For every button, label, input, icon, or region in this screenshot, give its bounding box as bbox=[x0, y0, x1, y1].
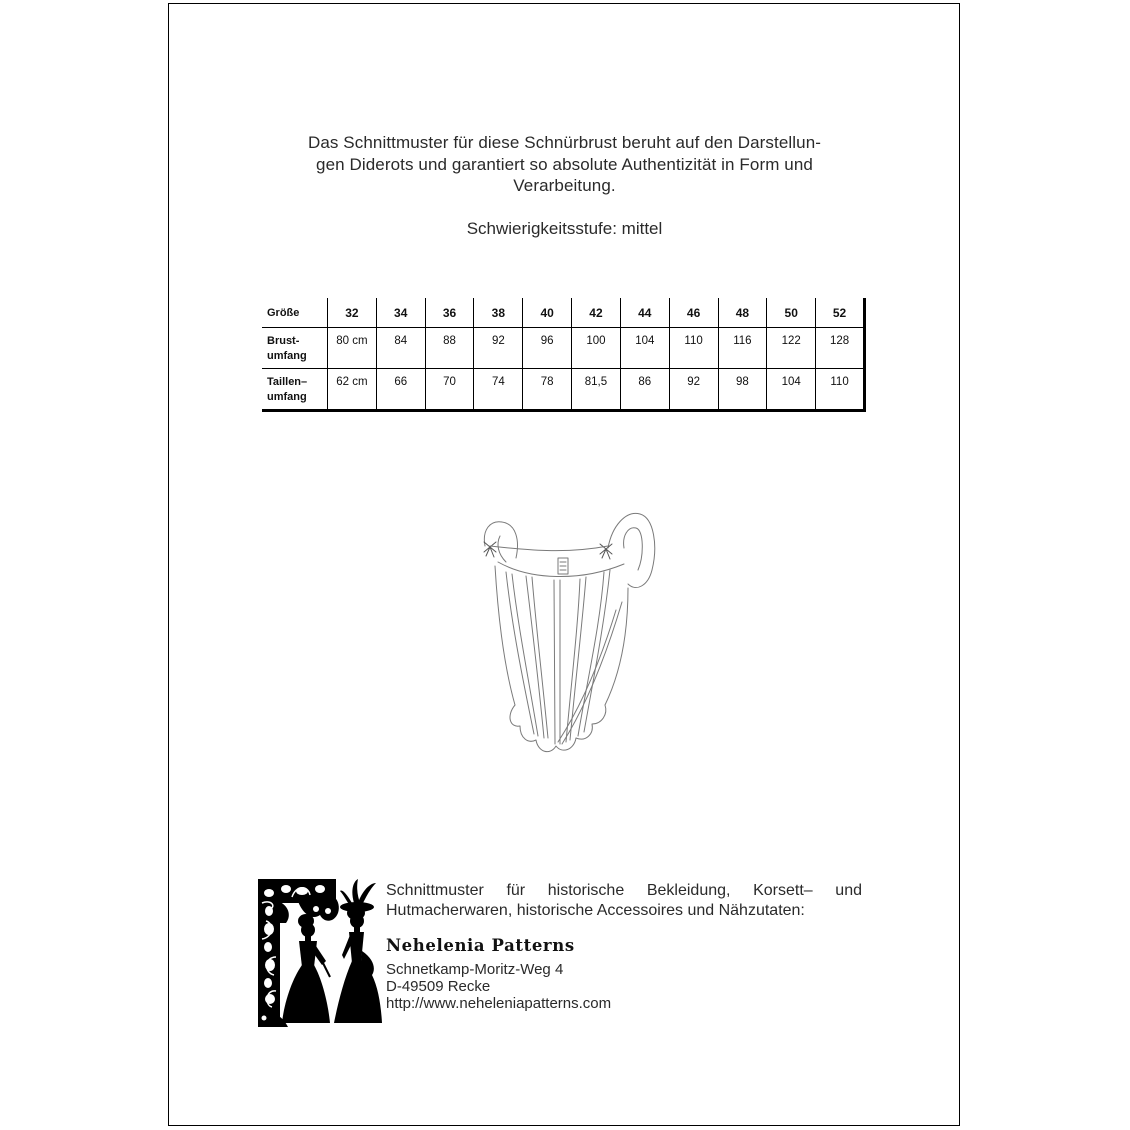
website-url: http://www.neheleniapatterns.com bbox=[386, 995, 612, 1012]
measurement-value: 96 bbox=[523, 328, 572, 369]
corset-drawing bbox=[476, 506, 660, 758]
silhouette-logo-icon bbox=[258, 879, 382, 1027]
measurement-value: 122 bbox=[767, 328, 816, 369]
difficulty-level: Schwierigkeitsstufe: mittel bbox=[466, 219, 663, 238]
measurement-value: 92 bbox=[474, 328, 523, 369]
measurement-value: 110 bbox=[669, 328, 718, 369]
size-header-cell: 50 bbox=[767, 298, 816, 328]
intro-line: Verarbeitung. bbox=[513, 176, 616, 195]
measurement-value: 88 bbox=[425, 328, 474, 369]
size-table bbox=[262, 298, 866, 412]
measurement-label bbox=[262, 369, 328, 411]
measurement-value: 80 cm bbox=[328, 328, 377, 369]
tagline-line: Hutmacherwaren, historische Accessoires und Nähzutaten: bbox=[386, 902, 805, 919]
size-header-label: Größe bbox=[262, 298, 328, 328]
size-header-cell: 34 bbox=[376, 298, 425, 328]
measurement-value: 81,5 bbox=[572, 369, 621, 411]
measurement-label-line: umfang bbox=[267, 350, 307, 362]
measurement-row bbox=[262, 328, 865, 369]
measurement-row bbox=[262, 369, 865, 411]
size-header-cell: 46 bbox=[669, 298, 718, 328]
tagline bbox=[386, 881, 862, 921]
size-header-row bbox=[262, 298, 865, 328]
size-header-cell: 48 bbox=[718, 298, 767, 328]
measurement-value: 116 bbox=[718, 328, 767, 369]
measurement-value: 110 bbox=[816, 369, 865, 411]
measurement-value: 62 cm bbox=[328, 369, 377, 411]
size-table-head bbox=[262, 298, 865, 328]
address-block bbox=[386, 961, 862, 1012]
measurement-value: 70 bbox=[425, 369, 474, 411]
measurement-value: 86 bbox=[620, 369, 669, 411]
measurement-value: 78 bbox=[523, 369, 572, 411]
brand-name: Nehelenia Patterns bbox=[386, 936, 575, 955]
size-header-cell: 36 bbox=[425, 298, 474, 328]
tagline-line: Schnittmuster für historische Bekleidung, Korsett– und bbox=[386, 882, 862, 899]
measurement-value: 84 bbox=[376, 328, 425, 369]
size-header-cell: 40 bbox=[523, 298, 572, 328]
measurement-value: 128 bbox=[816, 328, 865, 369]
size-header-cell: 38 bbox=[474, 298, 523, 328]
measurement-label-line: Brust- bbox=[267, 335, 300, 347]
measurement-value: 100 bbox=[572, 328, 621, 369]
footer-text bbox=[386, 881, 862, 1012]
size-header-cell: 52 bbox=[816, 298, 865, 328]
address-city: D-49509 Recke bbox=[386, 978, 491, 995]
measurement-label bbox=[262, 328, 328, 369]
measurement-value: 74 bbox=[474, 369, 523, 411]
size-table-body bbox=[262, 328, 865, 411]
measurement-value: 98 bbox=[718, 369, 767, 411]
intro-line: Das Schnittmuster für diese Schnürbrust beruht auf den Darstellun- bbox=[307, 133, 822, 152]
measurement-value: 92 bbox=[669, 369, 718, 411]
size-header-cell: 42 bbox=[572, 298, 621, 328]
intro-text bbox=[168, 132, 961, 197]
measurement-label-line: umfang bbox=[267, 391, 307, 403]
measurement-value: 104 bbox=[620, 328, 669, 369]
measurement-label-line: Taillen– bbox=[267, 376, 308, 388]
size-header-cell: 32 bbox=[328, 298, 377, 328]
measurement-value: 66 bbox=[376, 369, 425, 411]
measurement-value: 104 bbox=[767, 369, 816, 411]
size-header-cell: 44 bbox=[620, 298, 669, 328]
intro-line: gen Diderots und garantiert so absolute Authentizität in Form und bbox=[316, 154, 813, 174]
address-street: Schnetkamp-Moritz-Weg 4 bbox=[386, 961, 564, 978]
